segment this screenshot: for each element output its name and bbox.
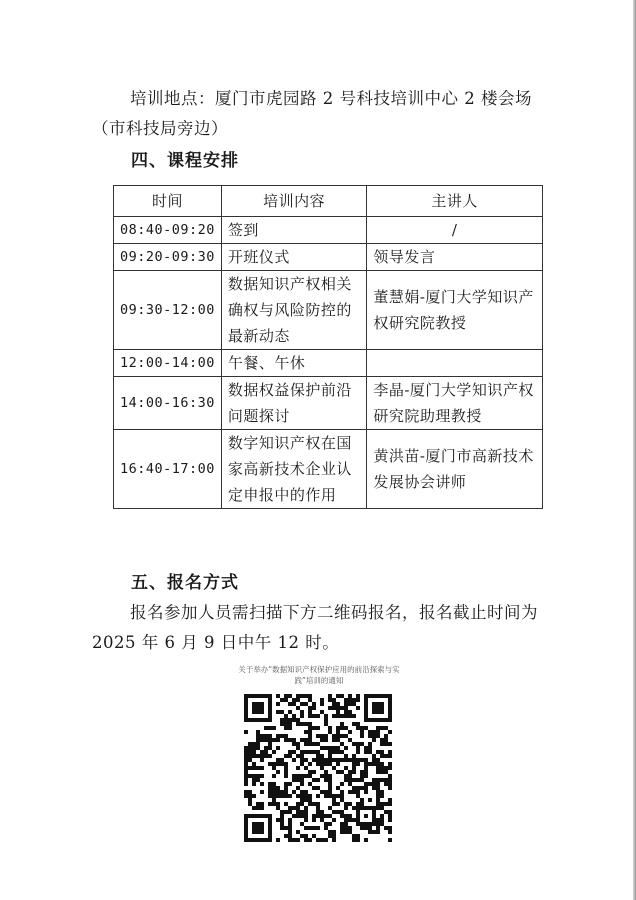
table-row (114, 430, 543, 509)
table-row (114, 271, 543, 350)
training-location: 培训地点：厦门市虎园路 2 号科技培训中心 2 楼会场（市科技局旁边） (92, 89, 532, 138)
table-row (114, 350, 543, 377)
row-speaker: 董慧娟-厦门大学知识产权研究院教授 (367, 271, 543, 350)
row-content: 数据权益保护前沿问题探讨 (221, 377, 366, 430)
row-time: 16:40-17:00 (114, 430, 222, 509)
row-speaker: 李晶-厦门大学知识产权研究院助理教授 (367, 377, 543, 430)
schedule-table (113, 185, 543, 509)
table-row (114, 244, 543, 271)
section-heading-signup: 五、报名方式 (131, 573, 239, 593)
table-row (114, 377, 543, 430)
table-row (114, 217, 543, 244)
row-speaker: 黄洪苗-厦门市高新技术发展协会讲师 (367, 430, 543, 509)
row-time: 14:00-16:30 (114, 377, 222, 430)
header-content: 培训内容 (221, 186, 366, 217)
header-speaker: 主讲人 (367, 186, 543, 217)
row-content: 数字知识产权在国家高新技术企业认定申报中的作用 (221, 430, 366, 509)
row-speaker: 领导发言 (367, 244, 543, 271)
row-speaker: / (367, 217, 543, 244)
section-heading-schedule: 四、课程安排 (131, 151, 239, 171)
header-time: 时间 (114, 186, 222, 217)
row-speaker (367, 350, 543, 377)
qr-caption: 关于举办“数据知识产权保护应用的前沿探索与实践”培训的通知 (238, 665, 400, 685)
table-header-row (114, 186, 543, 217)
registration-qr-code[interactable] (244, 694, 392, 842)
row-time: 12:00-14:00 (114, 350, 222, 377)
row-time: 08:40-09:20 (114, 217, 222, 244)
row-time: 09:30-12:00 (114, 271, 222, 350)
row-time: 09:20-09:30 (114, 244, 222, 271)
row-content: 数据知识产权相关确权与风险防控的最新动态 (221, 271, 366, 350)
row-content: 签到 (221, 217, 366, 244)
signup-instructions: 报名参加人员需扫描下方二维码报名，报名截止时间为 2025 年 6 月 9 日中午 12 时。 (92, 603, 538, 652)
row-content: 午餐、午休 (221, 350, 366, 377)
row-content: 开班仪式 (221, 244, 366, 271)
